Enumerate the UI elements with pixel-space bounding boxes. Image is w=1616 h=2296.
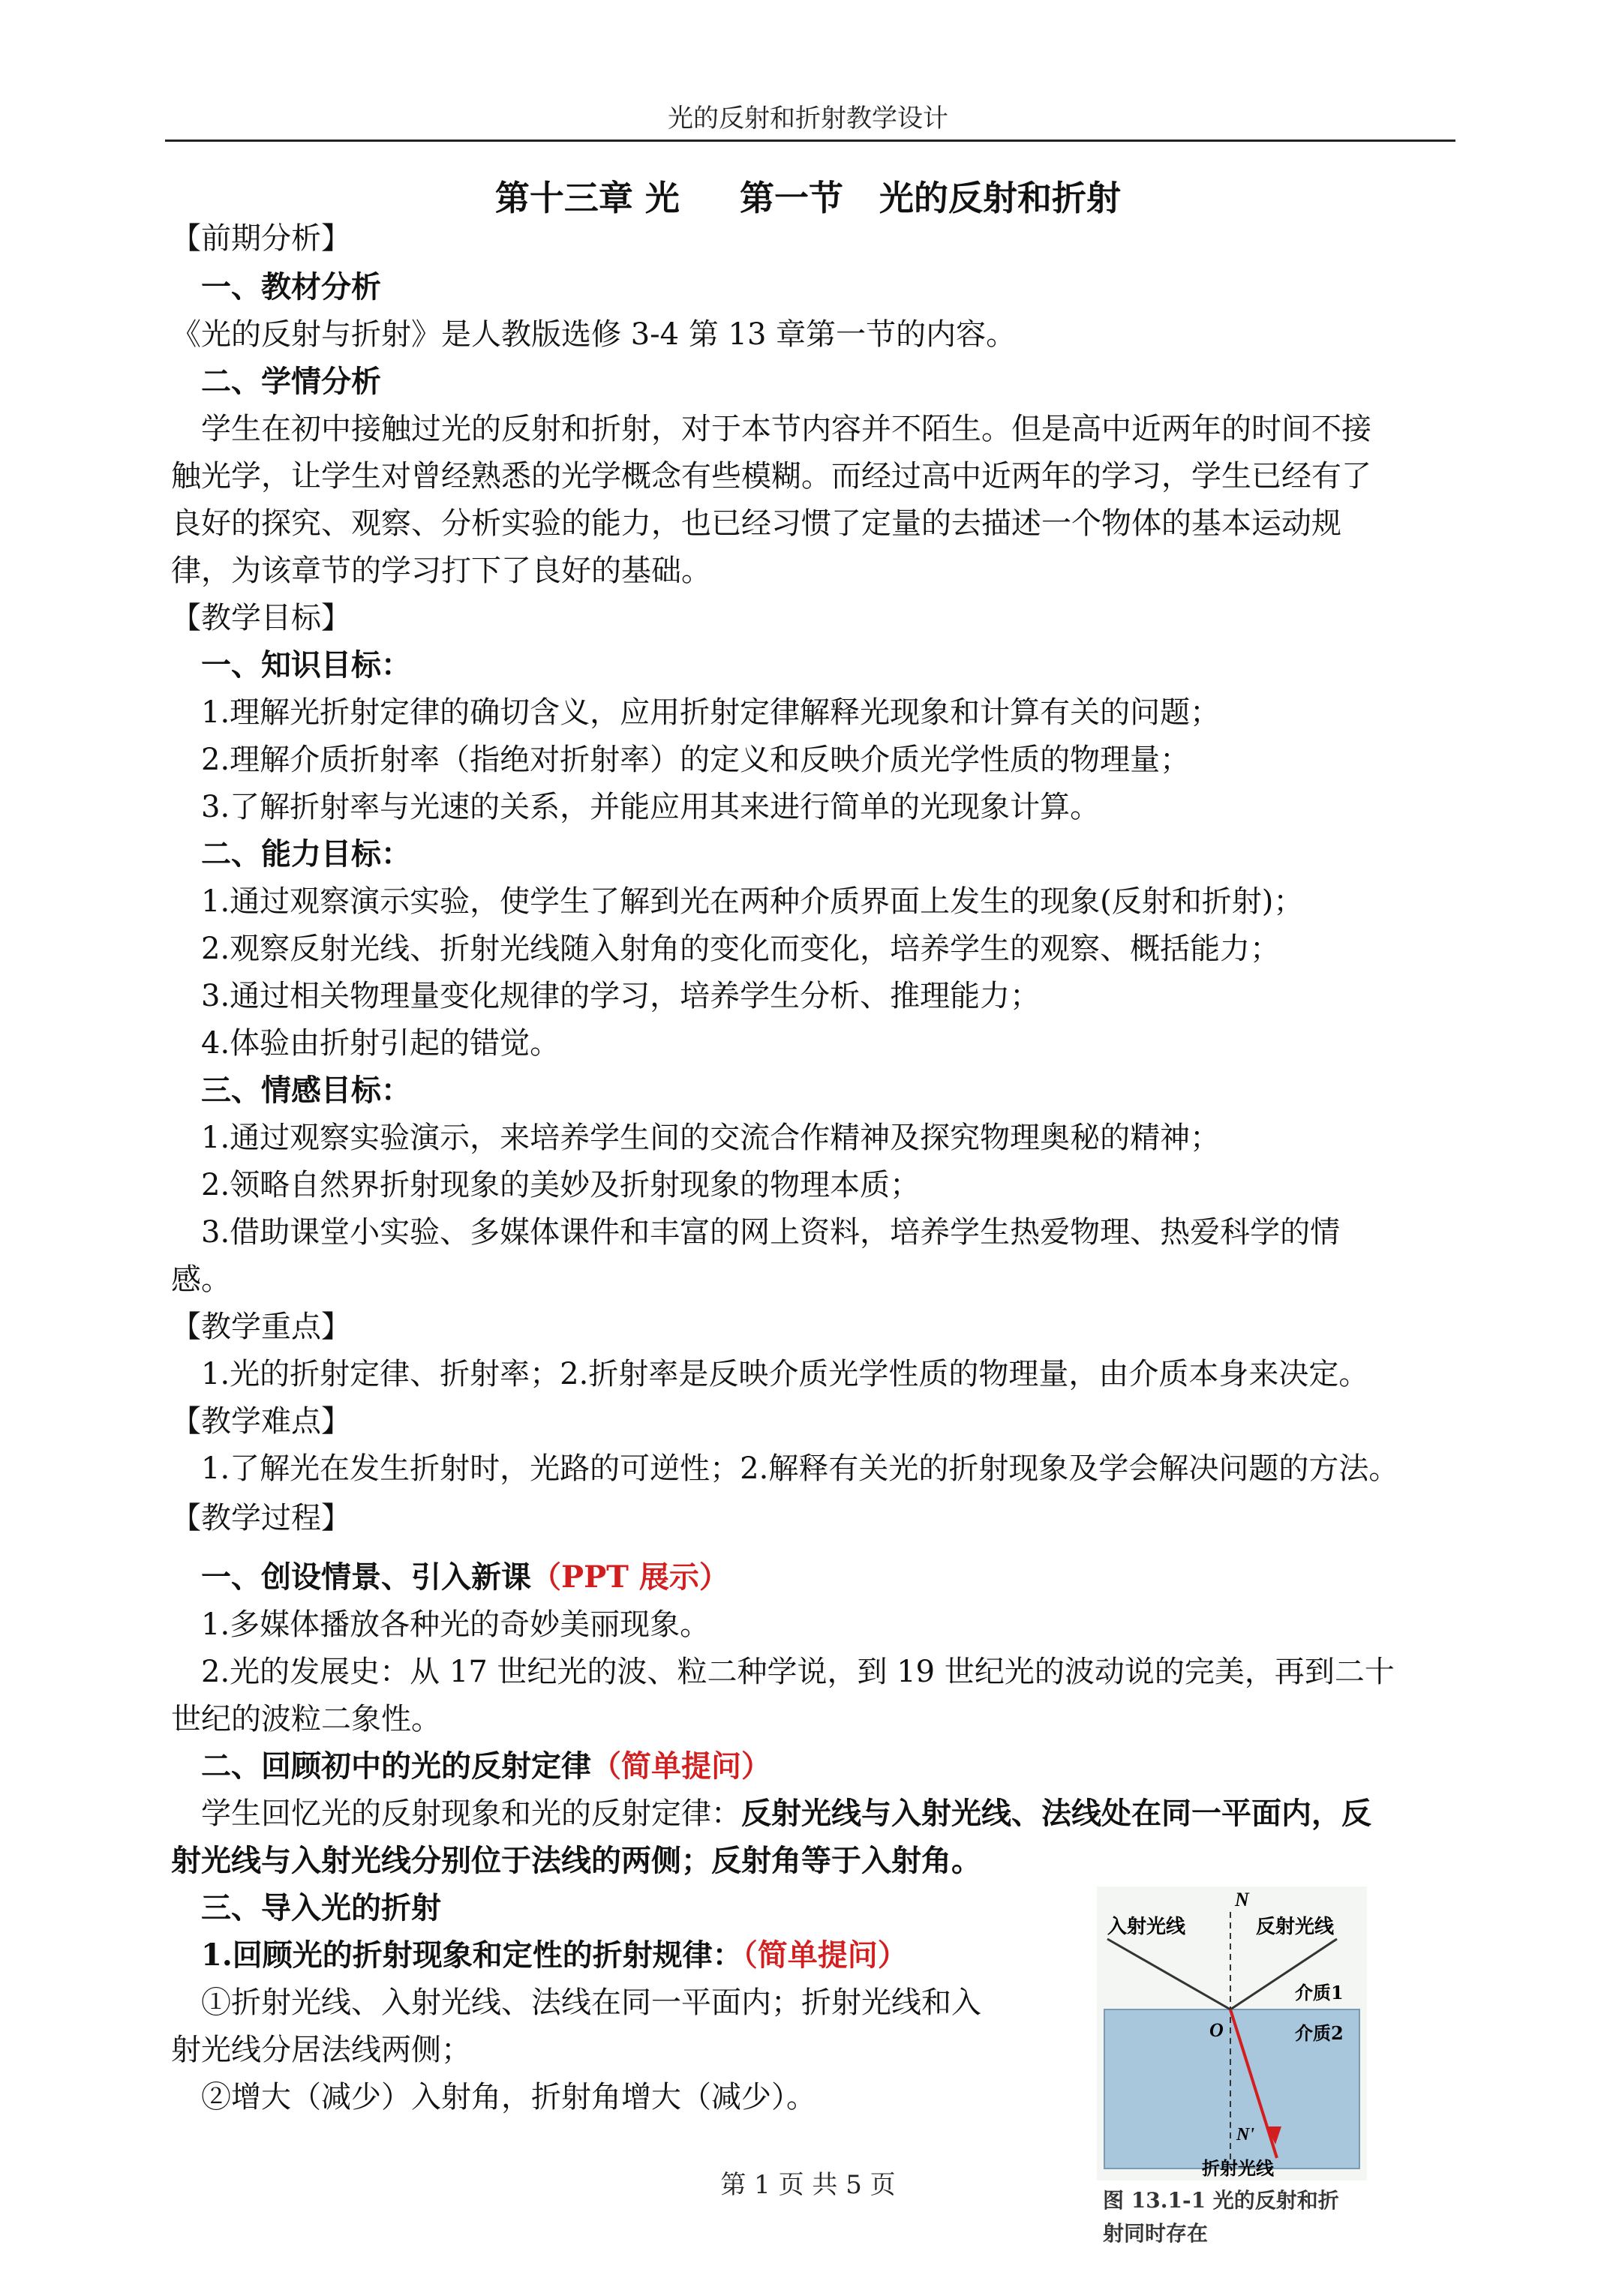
refraction-review-tag: （简单提问）	[742, 1937, 908, 1973]
emotion-item: 3.借助课堂小实验、多媒体课件和丰富的网上资料，培养学生热爱物理、热爱科学的情	[201, 1215, 1341, 1250]
ability-item: 2.观察反射光线、折射光线随入射角的变化而变化，培养学生的观察、概括能力；	[201, 932, 1281, 966]
emotion-item: 2.领略自然界折射现象的美妙及折射现象的物理本质；	[201, 1168, 921, 1202]
header-rule	[165, 140, 1455, 142]
heading-ability: 二、能力目标：	[201, 836, 411, 872]
students-line: 律，为该章节的学习打下了良好的基础。	[171, 554, 711, 588]
label-medium-2: 介质2	[1295, 2022, 1344, 2044]
key-text: 1.光的折射定律、折射率；2.折射率是反映介质光学性质的物理量，由介质本身来决定。	[201, 1357, 1369, 1391]
reflection-law-bold: 射光线与入射光线分别位于法线的两侧；反射角等于入射角。	[171, 1843, 981, 1878]
process-step-1-title: 一、创设情景、引入新课	[201, 1559, 531, 1595]
section-process: 【教学过程】	[171, 1501, 351, 1535]
section-difficulty: 【教学难点】	[171, 1404, 351, 1439]
label-n-prime: N'	[1236, 2125, 1254, 2144]
section-pre-analysis: 【前期分析】	[171, 221, 351, 256]
difficulty-text: 1.了解光在发生折射时，光路的可逆性；2.解释有关光的折射现象及学会解决问题的方法。	[201, 1451, 1399, 1486]
knowledge-item: 3.了解折射率与光速的关系，并能应用其来进行简单的光现象计算。	[201, 790, 1101, 824]
process-step-1-line: 世纪的波粒二象性。	[171, 1702, 441, 1736]
emotion-item: 1.通过观察实验演示，来培养学生间的交流合作精神及探究物理奥秘的精神；	[201, 1121, 1221, 1155]
students-line: 触光学，让学生对曾经熟悉的光学概念有些模糊。而经过高中近两年的学习，学生已经有了	[171, 459, 1371, 494]
refraction-rule-line: 射光线分居法线两侧；	[171, 2033, 471, 2067]
heading-material: 一、教材分析	[201, 269, 381, 305]
heading-emotion: 三、情感目标：	[201, 1073, 411, 1108]
refraction-rule-line: ①折射光线、入射光线、法线在同一平面内；折射光线和入	[201, 1985, 981, 2020]
label-refracted: 折射光线	[1202, 2157, 1274, 2179]
students-line: 学生在初中接触过光的反射和折射，对于本节内容并不陌生。但是高中近两年的时间不接	[201, 412, 1371, 446]
process-step-1-line: 2.光的发展史：从 17 世纪光的波、粒二种学说，到 19 世纪光的波动说的完美，再到二十	[201, 1655, 1395, 1689]
label-o: O	[1209, 2019, 1224, 2041]
label-medium-1: 介质1	[1295, 1982, 1344, 2003]
process-step-2	[201, 1745, 771, 1787]
refraction-rule-line: ②增大（减少）入射角，折射角增大（减少）。	[201, 2080, 816, 2114]
process-step-3-sub	[201, 1934, 908, 1976]
label-reflected: 反射光线	[1256, 1916, 1335, 1938]
reflection-law-lead: 学生回忆光的反射现象和光的反射定律：	[201, 1796, 741, 1831]
page-footer: 第 1 页 共 5 页	[720, 2170, 896, 2200]
reflection-law-line	[201, 1793, 1371, 1835]
process-step-2-tag: （简单提问）	[591, 1748, 771, 1784]
process-step-2-title: 二、回顾初中的光的反射定律	[201, 1748, 591, 1784]
refraction-diagram	[1097, 1886, 1367, 2180]
reflection-law-bold: 反射光线与入射光线、法线处在同一平面内，反	[741, 1796, 1371, 1831]
process-step-3-title: 三、导入光的折射	[201, 1890, 441, 1925]
process-step-1-tag: （PPT 展示）	[531, 1559, 729, 1595]
material-text: 《光的反射与折射》是人教版选修 3-4 第 13 章第一节的内容。	[171, 317, 1017, 352]
ability-item: 3.通过相关物理量变化规律的学习，培养学生分析、推理能力；	[201, 979, 1041, 1013]
refraction-review-title: 1.回顾光的折射现象和定性的折射规律：	[201, 1937, 743, 1973]
figure-caption: 图 13.1-1 光的反射和折	[1103, 2188, 1339, 2213]
emotion-item: 感。	[171, 1262, 231, 1297]
section-key: 【教学重点】	[171, 1310, 351, 1344]
ability-item: 1.通过观察演示实验，使学生了解到光在两种介质界面上发生的现象(反射和折射)；	[201, 884, 1304, 919]
label-n: N	[1235, 1889, 1249, 1910]
page-title: 第十三章 光 第一节 光的反射和折射	[494, 178, 1122, 218]
knowledge-item: 1.理解光折射定律的确切含义，应用折射定律解释光现象和计算有关的问题；	[201, 695, 1221, 730]
process-step-1	[201, 1556, 729, 1598]
heading-students: 二、学情分析	[201, 364, 381, 399]
label-incident: 入射光线	[1107, 1916, 1186, 1938]
section-goals: 【教学目标】	[171, 601, 351, 635]
figure-caption: 射同时存在	[1103, 2221, 1209, 2246]
heading-knowledge: 一、知识目标：	[201, 647, 411, 683]
process-step-1-line: 1.多媒体播放各种光的奇妙美丽现象。	[201, 1607, 710, 1642]
running-header: 光的反射和折射教学设计	[668, 104, 948, 134]
knowledge-item: 2.理解介质折射率（指绝对折射率）的定义和反映介质光学性质的物理量；	[201, 743, 1191, 777]
students-line: 良好的探究、观察、分析实验的能力，也已经习惯了定量的去描述一个物体的基本运动规	[171, 506, 1341, 541]
ability-item: 4.体验由折射引起的错觉。	[201, 1026, 560, 1061]
